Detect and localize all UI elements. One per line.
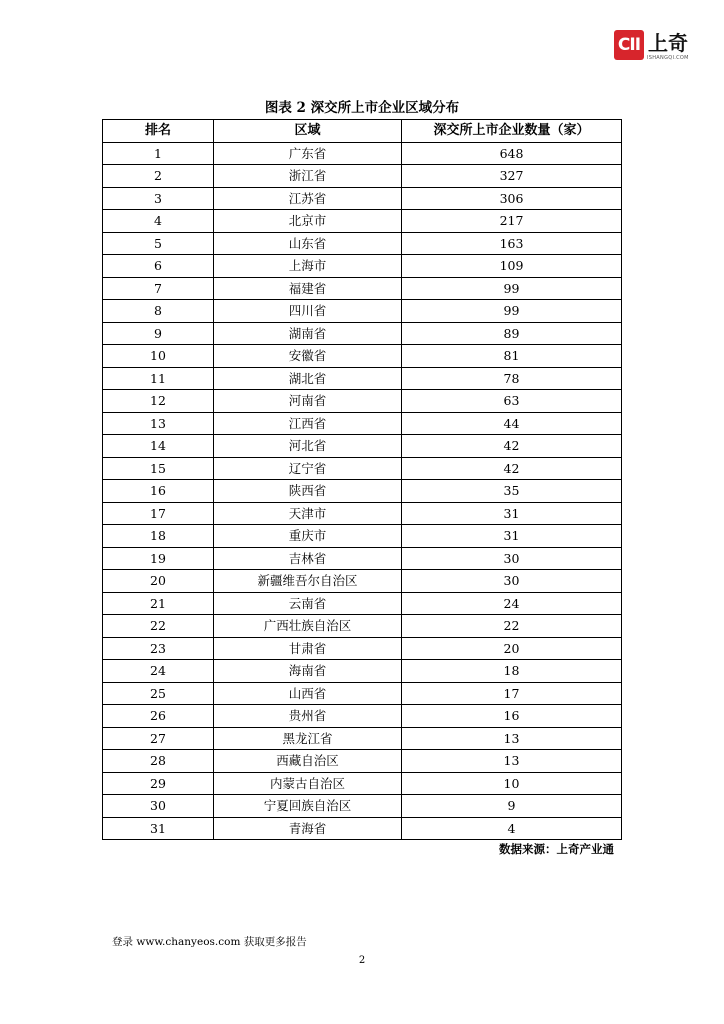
cell-rank: 20	[103, 570, 214, 593]
table-title: 图表 2 深交所上市企业区域分布	[264, 100, 460, 116]
cell-region: 安徽省	[214, 345, 402, 368]
cell-region: 河北省	[214, 435, 402, 458]
cell-region: 辽宁省	[214, 457, 402, 480]
cell-rank: 14	[103, 435, 214, 458]
cell-region: 宁夏回族自治区	[214, 795, 402, 818]
cell-region: 贵州省	[214, 705, 402, 728]
cell-region: 云南省	[214, 592, 402, 615]
table-row	[103, 345, 622, 368]
cell-region: 广东省	[214, 142, 402, 165]
cell-rank: 29	[103, 772, 214, 795]
table-row	[103, 772, 622, 795]
table-row	[103, 210, 622, 233]
cell-count: 81	[402, 345, 622, 368]
table-row	[103, 727, 622, 750]
table-row	[103, 412, 622, 435]
cell-region: 青海省	[214, 817, 402, 840]
cell-rank: 12	[103, 390, 214, 413]
table-row	[103, 592, 622, 615]
table-row	[103, 435, 622, 458]
cell-region: 陕西省	[214, 480, 402, 503]
cell-rank: 26	[103, 705, 214, 728]
cell-region: 湖南省	[214, 322, 402, 345]
cell-count: 42	[402, 457, 622, 480]
cell-rank: 27	[103, 727, 214, 750]
table-row	[103, 637, 622, 660]
table-header-row	[103, 120, 622, 143]
table-row	[103, 165, 622, 188]
logo-subtext: ISHANGQI.COM	[647, 55, 689, 61]
cell-rank: 25	[103, 682, 214, 705]
cell-count: 9	[402, 795, 622, 818]
cell-count: 16	[402, 705, 622, 728]
table-row	[103, 457, 622, 480]
cell-region: 江西省	[214, 412, 402, 435]
cell-count: 4	[402, 817, 622, 840]
cell-count: 22	[402, 615, 622, 638]
cell-count: 89	[402, 322, 622, 345]
cell-count: 31	[402, 502, 622, 525]
cell-region: 海南省	[214, 660, 402, 683]
logo-text: 上奇	[648, 31, 688, 55]
brand-logo	[614, 30, 692, 66]
page-number: 2	[358, 955, 366, 966]
table-row	[103, 817, 622, 840]
table-body	[103, 142, 622, 840]
cell-region: 浙江省	[214, 165, 402, 188]
cell-region: 内蒙古自治区	[214, 772, 402, 795]
cell-region: 四川省	[214, 300, 402, 323]
table-row	[103, 300, 622, 323]
cell-rank: 23	[103, 637, 214, 660]
table-row	[103, 795, 622, 818]
table-row	[103, 660, 622, 683]
table-row	[103, 187, 622, 210]
cell-region: 天津市	[214, 502, 402, 525]
cell-region: 北京市	[214, 210, 402, 233]
cell-rank: 1	[103, 142, 214, 165]
table-row	[103, 525, 622, 548]
cell-count: 24	[402, 592, 622, 615]
cell-rank: 18	[103, 525, 214, 548]
footer-note: 登录 www.chanyeos.com 获取更多报告	[112, 936, 307, 948]
cell-count: 31	[402, 525, 622, 548]
data-source-note: 数据来源：上奇产业通	[499, 842, 614, 856]
cell-count: 35	[402, 480, 622, 503]
cell-region: 江苏省	[214, 187, 402, 210]
cell-rank: 11	[103, 367, 214, 390]
cell-region: 广西壮族自治区	[214, 615, 402, 638]
cell-region: 河南省	[214, 390, 402, 413]
cell-count: 78	[402, 367, 622, 390]
cell-count: 306	[402, 187, 622, 210]
cell-region: 西藏自治区	[214, 750, 402, 773]
table-row	[103, 390, 622, 413]
table-row	[103, 502, 622, 525]
cell-rank: 19	[103, 547, 214, 570]
cell-rank: 28	[103, 750, 214, 773]
header-count: 深交所上市企业数量（家）	[402, 120, 622, 143]
logo-mark-icon: CII	[614, 30, 644, 60]
cell-count: 63	[402, 390, 622, 413]
cell-rank: 2	[103, 165, 214, 188]
cell-count: 163	[402, 232, 622, 255]
table-row	[103, 367, 622, 390]
table-row	[103, 750, 622, 773]
cell-rank: 8	[103, 300, 214, 323]
cell-count: 217	[402, 210, 622, 233]
cell-count: 30	[402, 570, 622, 593]
cell-rank: 5	[103, 232, 214, 255]
cell-count: 44	[402, 412, 622, 435]
cell-count: 99	[402, 277, 622, 300]
cell-rank: 17	[103, 502, 214, 525]
cell-rank: 6	[103, 255, 214, 278]
table-row	[103, 480, 622, 503]
cell-count: 18	[402, 660, 622, 683]
cell-rank: 13	[103, 412, 214, 435]
region-distribution-table	[102, 119, 622, 840]
cell-count: 20	[402, 637, 622, 660]
cell-rank: 21	[103, 592, 214, 615]
cell-rank: 30	[103, 795, 214, 818]
cell-rank: 31	[103, 817, 214, 840]
cell-count: 17	[402, 682, 622, 705]
cell-count: 10	[402, 772, 622, 795]
cell-region: 黑龙江省	[214, 727, 402, 750]
cell-count: 13	[402, 727, 622, 750]
cell-rank: 7	[103, 277, 214, 300]
cell-rank: 24	[103, 660, 214, 683]
table-row	[103, 570, 622, 593]
cell-region: 湖北省	[214, 367, 402, 390]
cell-region: 上海市	[214, 255, 402, 278]
cell-region: 吉林省	[214, 547, 402, 570]
cell-rank: 15	[103, 457, 214, 480]
cell-region: 山西省	[214, 682, 402, 705]
table-row	[103, 277, 622, 300]
table-row	[103, 232, 622, 255]
header-rank: 排名	[103, 120, 214, 143]
cell-count: 327	[402, 165, 622, 188]
cell-rank: 10	[103, 345, 214, 368]
cell-region: 重庆市	[214, 525, 402, 548]
cell-count: 30	[402, 547, 622, 570]
table-row	[103, 255, 622, 278]
cell-count: 42	[402, 435, 622, 458]
table-row	[103, 322, 622, 345]
cell-count: 109	[402, 255, 622, 278]
cell-rank: 4	[103, 210, 214, 233]
header-region: 区域	[214, 120, 402, 143]
table-row	[103, 547, 622, 570]
cell-region: 福建省	[214, 277, 402, 300]
table-row	[103, 705, 622, 728]
cell-rank: 9	[103, 322, 214, 345]
cell-rank: 16	[103, 480, 214, 503]
cell-rank: 22	[103, 615, 214, 638]
table-row	[103, 615, 622, 638]
cell-count: 13	[402, 750, 622, 773]
table-row	[103, 142, 622, 165]
cell-region: 甘肃省	[214, 637, 402, 660]
cell-region: 新疆维吾尔自治区	[214, 570, 402, 593]
table-row	[103, 682, 622, 705]
cell-region: 山东省	[214, 232, 402, 255]
cell-count: 99	[402, 300, 622, 323]
cell-count: 648	[402, 142, 622, 165]
cell-rank: 3	[103, 187, 214, 210]
